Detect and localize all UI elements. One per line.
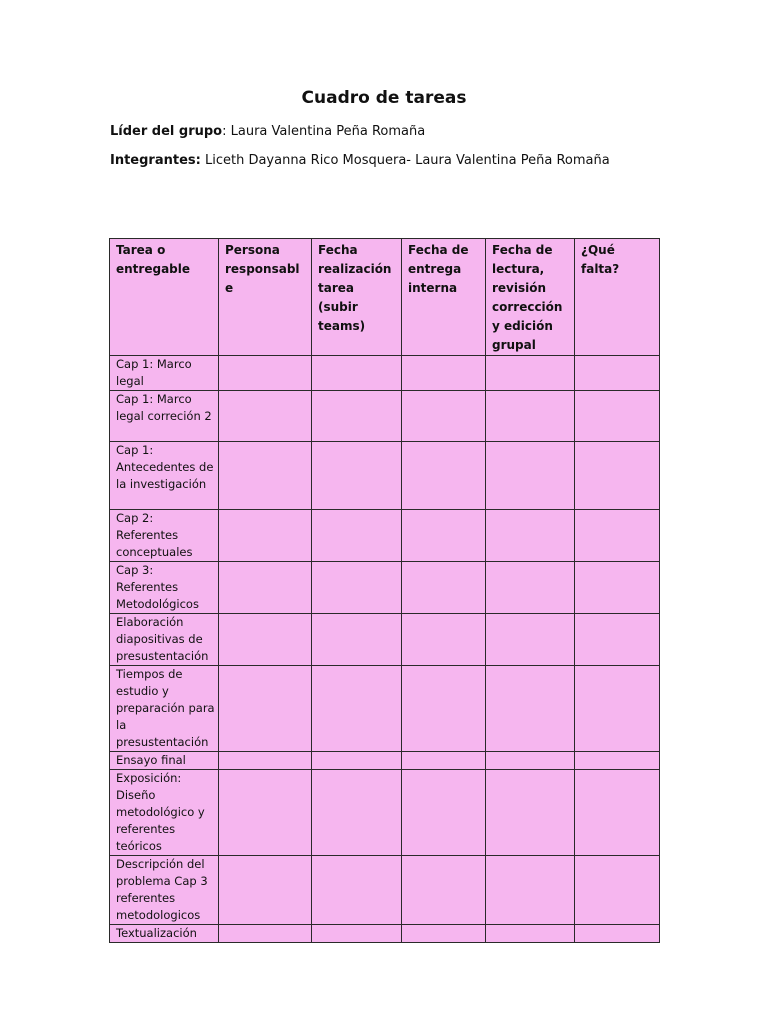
- task-cell: Descripción del problema Cap 3 referentes metodologicos: [110, 856, 219, 925]
- responsible-cell: [219, 510, 312, 562]
- group-leader-line: [110, 124, 425, 139]
- responsible-cell: [219, 770, 312, 856]
- pending-cell: [575, 752, 660, 770]
- task-cell: Cap 1: Marco legal correción 2: [110, 391, 219, 442]
- review-date-cell: [486, 442, 575, 510]
- completion-date-cell: [312, 666, 402, 752]
- responsible-cell: [219, 391, 312, 442]
- task-cell: Ensayo final: [110, 752, 219, 770]
- table-row: [110, 925, 660, 943]
- task-cell: Cap 3: Referentes Metodológicos: [110, 562, 219, 614]
- responsible-cell: [219, 562, 312, 614]
- task-table: [109, 238, 660, 943]
- review-date-cell: [486, 856, 575, 925]
- internal-delivery-cell: [402, 770, 486, 856]
- internal-delivery-cell: [402, 856, 486, 925]
- pending-cell: [575, 925, 660, 943]
- group-leader-label: Líder del grupo: [110, 124, 223, 139]
- group-members-line: [110, 153, 610, 168]
- table-row: [110, 614, 660, 666]
- responsible-cell: [219, 614, 312, 666]
- internal-delivery-cell: [402, 925, 486, 943]
- completion-date-cell: [312, 356, 402, 391]
- document-title: Cuadro de tareas: [301, 88, 467, 108]
- header-pending: ¿Qué falta?: [575, 239, 660, 356]
- task-cell: Cap 1: Marco legal: [110, 356, 219, 391]
- pending-cell: [575, 614, 660, 666]
- review-date-cell: [486, 562, 575, 614]
- internal-delivery-cell: [402, 391, 486, 442]
- task-cell: Cap 1: Antecedentes de la investigación: [110, 442, 219, 510]
- header-internal-delivery-date: Fecha de entrega interna: [402, 239, 486, 356]
- internal-delivery-cell: [402, 442, 486, 510]
- responsible-cell: [219, 752, 312, 770]
- completion-date-cell: [312, 856, 402, 925]
- pending-cell: [575, 391, 660, 442]
- review-date-cell: [486, 614, 575, 666]
- internal-delivery-cell: [402, 752, 486, 770]
- table-row: [110, 856, 660, 925]
- internal-delivery-cell: [402, 562, 486, 614]
- header-task: Tarea o entregable: [110, 239, 219, 356]
- task-table-header-row: [110, 239, 660, 356]
- header-completion-date: Fecha realización tarea (subir teams): [312, 239, 402, 356]
- responsible-cell: [219, 356, 312, 391]
- table-row: [110, 752, 660, 770]
- table-row: [110, 666, 660, 752]
- task-cell: Elaboración diapositivas de presustentación: [110, 614, 219, 666]
- header-responsible: Persona responsable: [219, 239, 312, 356]
- table-row: [110, 356, 660, 391]
- responsible-cell: [219, 442, 312, 510]
- pending-cell: [575, 510, 660, 562]
- completion-date-cell: [312, 770, 402, 856]
- internal-delivery-cell: [402, 356, 486, 391]
- header-review-date: Fecha de lectura, revisión corrección y edición grupal: [486, 239, 575, 356]
- review-date-cell: [486, 752, 575, 770]
- pending-cell: [575, 442, 660, 510]
- pending-cell: [575, 562, 660, 614]
- completion-date-cell: [312, 614, 402, 666]
- pending-cell: [575, 770, 660, 856]
- task-cell: Textualización: [110, 925, 219, 943]
- table-row: [110, 391, 660, 442]
- table-row: [110, 442, 660, 510]
- review-date-cell: [486, 391, 575, 442]
- internal-delivery-cell: [402, 666, 486, 752]
- review-date-cell: [486, 510, 575, 562]
- group-members-label: Integrantes:: [110, 153, 201, 168]
- table-row: [110, 562, 660, 614]
- pending-cell: [575, 356, 660, 391]
- task-cell: Exposición: Diseño metodológico y referentes teóricos: [110, 770, 219, 856]
- pending-cell: [575, 666, 660, 752]
- table-row: [110, 770, 660, 856]
- completion-date-cell: [312, 510, 402, 562]
- task-cell: Cap 2: Referentes conceptuales: [110, 510, 219, 562]
- responsible-cell: [219, 856, 312, 925]
- responsible-cell: [219, 925, 312, 943]
- group-members-value: Liceth Dayanna Rico Mosquera- Laura Valentina Peña Romaña: [200, 153, 610, 168]
- review-date-cell: [486, 666, 575, 752]
- review-date-cell: [486, 925, 575, 943]
- review-date-cell: [486, 770, 575, 856]
- completion-date-cell: [312, 752, 402, 770]
- completion-date-cell: [312, 562, 402, 614]
- internal-delivery-cell: [402, 510, 486, 562]
- completion-date-cell: [312, 442, 402, 510]
- completion-date-cell: [312, 391, 402, 442]
- pending-cell: [575, 856, 660, 925]
- task-cell: Tiempos de estudio y preparación para la presustentación: [110, 666, 219, 752]
- review-date-cell: [486, 356, 575, 391]
- responsible-cell: [219, 666, 312, 752]
- internal-delivery-cell: [402, 614, 486, 666]
- group-leader-value: : Laura Valentina Peña Romaña: [222, 124, 426, 139]
- table-row: [110, 510, 660, 562]
- completion-date-cell: [312, 925, 402, 943]
